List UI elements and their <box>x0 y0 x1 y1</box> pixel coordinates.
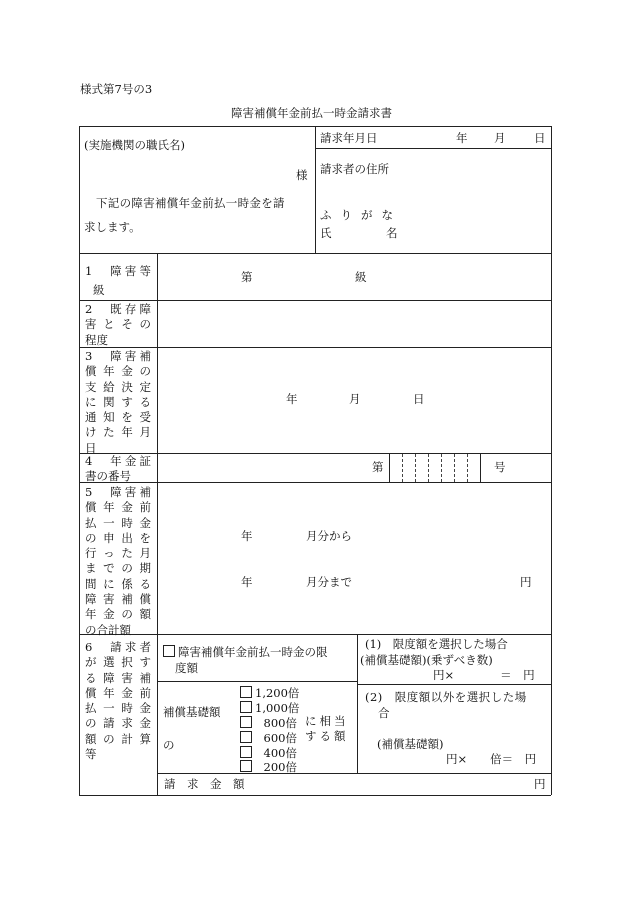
institution-label: (実施機関の職氏名) <box>84 138 185 152</box>
disability-grade-kyu: 級 <box>355 270 367 284</box>
furigana-label: ふりがな <box>320 208 402 222</box>
total-amount-yen: 円 <box>520 575 532 589</box>
period-to-year[interactable]: 年 <box>241 575 253 589</box>
limit-option-label: 障害補償年金前払一時金の限 <box>178 645 328 659</box>
equivalent-label-2: する額 <box>305 729 349 743</box>
multiplier-400[interactable]: 400倍 <box>240 746 297 760</box>
row6-label: 6 請求者 が選択す る障害補 償年金前 払一時金 の請求金 額の計算 等 <box>85 640 151 762</box>
request-date-day[interactable]: 日 <box>534 131 546 145</box>
form-number: 様式第7号の3 <box>80 82 153 96</box>
multiplier-1200-checkbox[interactable] <box>240 686 252 698</box>
base-amount-label: 補償基礎額 <box>163 705 221 719</box>
requested-amount-label: 請 求 金 額 <box>164 777 245 791</box>
period-from-month[interactable]: 月分から <box>306 529 352 543</box>
limit-option[interactable] <box>163 645 328 659</box>
limit-option-label-2: 度額 <box>175 661 198 675</box>
limit-checkbox[interactable] <box>163 645 175 657</box>
multiplier-600-checkbox[interactable] <box>240 731 252 743</box>
multiplier-400-checkbox[interactable] <box>240 746 252 758</box>
page-title: 障害補償年金前払一時金請求書 <box>231 106 392 120</box>
case2-base-label: (補償基礎額) <box>377 737 444 751</box>
multiplier-1000[interactable]: 1,000倍 <box>240 701 299 715</box>
row4-label: 4 年金証 書の番号 <box>85 454 151 484</box>
certificate-go: 号 <box>494 460 506 474</box>
decision-notice-year[interactable]: 年 <box>286 392 298 406</box>
request-date-label: 請求年月日 <box>320 131 378 145</box>
multiplier-1000-checkbox[interactable] <box>240 701 252 713</box>
case2-heading: (2) 限度額以外を選択した場 <box>365 690 527 704</box>
request-text-line2: 求します。 <box>84 220 141 234</box>
row2-label: 2 既存障 害とその 程度 <box>85 302 151 347</box>
applicant-address-label: 請求者の住所 <box>320 162 389 176</box>
row1-label: 1 障害等 級 <box>85 264 151 297</box>
certificate-dai: 第 <box>372 460 384 474</box>
requested-amount-field[interactable] <box>260 774 520 794</box>
period-from-year[interactable]: 年 <box>241 529 253 543</box>
base-amount-no: の <box>163 738 175 752</box>
row3-label: 3 障害補 償年金の 支給決定 に関する 通知を受 けた年月 日 <box>85 349 151 455</box>
certificate-number-field[interactable] <box>390 454 480 482</box>
name-label-1: 氏 <box>320 226 332 240</box>
period-to-month[interactable]: 月分まで <box>306 575 352 589</box>
honorific-sama: 様 <box>296 168 308 182</box>
decision-notice-month[interactable]: 月 <box>349 392 361 406</box>
multiplier-600[interactable]: 600倍 <box>240 731 297 745</box>
request-date-year[interactable]: 年 <box>456 131 468 145</box>
multiplier-800-checkbox[interactable] <box>240 716 252 728</box>
equivalent-label-1: に相当 <box>305 714 349 728</box>
name-label-2: 名 <box>386 226 398 240</box>
request-date-month[interactable]: 月 <box>494 131 506 145</box>
case2-heading-2: 合 <box>378 706 390 720</box>
multiplier-200[interactable]: 200倍 <box>240 760 297 774</box>
row5-label: 5 障害補 償年金前 払一時金 の申出を 行った月 までの期 間に係る 障害補償 年金の額 の合計額 <box>85 485 151 637</box>
case2-calculation[interactable]: 円× 倍＝ 円 <box>446 752 537 766</box>
multiplier-200-checkbox[interactable] <box>240 760 252 772</box>
multiplier-800[interactable]: 800倍 <box>240 716 297 730</box>
disability-grade-dai: 第 <box>241 270 253 284</box>
requested-amount-yen: 円 <box>534 777 546 791</box>
case1-calculation[interactable]: 円× ＝ 円 <box>433 668 535 682</box>
request-text-line1: 下記の障害補償年金前払一時金を請 <box>96 196 285 210</box>
decision-notice-day[interactable]: 日 <box>413 392 425 406</box>
case1-subheading: (補償基礎額)(乗ずべき数) <box>360 653 493 667</box>
multiplier-1200[interactable]: 1,200倍 <box>240 686 299 700</box>
case1-heading: (1) 限度額を選択した場合 <box>365 637 508 651</box>
